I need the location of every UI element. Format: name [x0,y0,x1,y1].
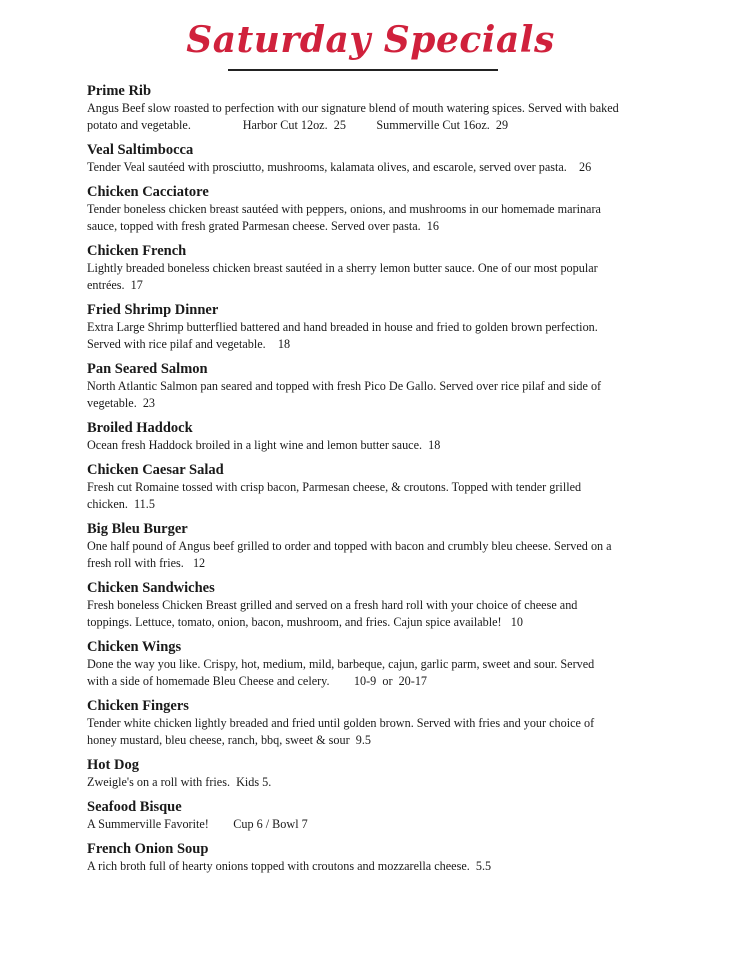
menu-item-description: Served with rice pilaf and vegetable. 18 [87,337,291,351]
menu-item-name: Fried Shrimp Dinner [87,302,219,318]
menu-item-description: entrées. 17 [87,278,143,292]
menu-item-description: Fresh boneless Chicken Breast grilled and served on a fresh hard roll with your choice of cheese and [87,598,578,612]
menu-item-description: North Atlantic Salmon pan seared and topped with fresh Pico De Gallo. Served over rice pilaf and side of [87,379,602,393]
menu-item [87,840,647,875]
menu-item-name: Prime Rib [87,83,152,99]
menu-item-description: Angus Beef slow roasted to perfection with our signature blend of mouth watering spices. Served with baked [87,101,619,115]
menu-item-description: A Summerville Favorite! Cup 6 / Bowl 7 [87,817,308,831]
menu-item-description: Extra Large Shrimp butterflied battered and hand breaded in house and fried to golden brown perfection. [87,320,598,334]
menu-item [87,360,647,412]
menu-item-name: Chicken Caesar Salad [87,462,224,478]
menu-item-description: Tender Veal sautéed with prosciutto, mushrooms, kalamata olives, and escarole, served over pasta. 26 [87,160,592,174]
menu-item [87,579,647,631]
menu-item-name: Broiled Haddock [87,420,193,436]
menu-item-name: Veal Saltimbocca [87,142,194,158]
page-title: Saturday Specials [186,19,555,61]
menu-item-name: Chicken Wings [87,639,182,655]
menu-item-description: Tender boneless chicken breast sautéed with peppers, onions, and mushrooms in our homemade marinara [87,202,601,216]
menu-item-description: honey mustard, bleu cheese, ranch, bbq, sweet & sour 9.5 [87,733,371,747]
menu-item [87,638,647,690]
menu-item-name: French Onion Soup [87,841,209,857]
menu-item-description: Zweigle's on a roll with fries. Kids 5. [87,775,272,789]
menu-item-description: Lightly breaded boneless chicken breast sautéed in a sherry lemon butter sauce. One of our most popular [87,261,598,275]
menu-item [87,419,647,454]
menu-item-description: Ocean fresh Haddock broiled in a light wine and lemon butter sauce. 18 [87,438,441,452]
menu-item-name: Seafood Bisque [87,799,182,815]
menu-item-description: Tender white chicken lightly breaded and fried until golden brown. Served with fries and your choice of [87,716,595,730]
title-underline [228,69,498,71]
menu-item-description: potato and vegetable. Harbor Cut 12oz. 25 Summerville Cut 16oz. 29 [87,118,509,132]
title-area [0,16,741,64]
menu-item-description: Done the way you like. Crispy, hot, medium, mild, barbeque, cajun, garlic parm, sweet and sour. Served [87,657,595,671]
menu-item-name: Chicken Sandwiches [87,580,215,596]
menu-item-description: toppings. Lettuce, tomato, onion, bacon, mushroom, and fries. Cajun spice available! 10 [87,615,523,629]
menu-item [87,242,647,294]
menu-item [87,697,647,749]
menu-item [87,82,647,134]
menu-item-description: A rich broth full of hearty onions topped with croutons and mozzarella cheese. 5.5 [87,859,492,873]
menu-item-description: fresh roll with fries. 12 [87,556,206,570]
menu-list [87,82,647,882]
menu-item [87,461,647,513]
menu-item-name: Pan Seared Salmon [87,361,208,377]
menu-item-name: Hot Dog [87,757,139,773]
menu-item-description: chicken. 11.5 [87,497,155,511]
menu-item [87,756,647,791]
menu-item [87,141,647,176]
menu-item [87,301,647,353]
menu-item-description: One half pound of Angus beef grilled to order and topped with bacon and crumbly bleu cheese. Served on a [87,539,612,553]
menu-item [87,183,647,235]
menu-item-description: Fresh cut Romaine tossed with crisp bacon, Parmesan cheese, & croutons. Topped with tender grilled [87,480,582,494]
menu-item-name: Chicken French [87,243,187,259]
menu-item-name: Chicken Cacciatore [87,184,209,200]
menu-item-description: sauce, topped with fresh grated Parmesan cheese. Served over pasta. 16 [87,219,439,233]
menu-item-description: vegetable. 23 [87,396,156,410]
menu-item-name: Chicken Fingers [87,698,189,714]
menu-item-name: Big Bleu Burger [87,521,188,537]
menu-item-description: with a side of homemade Bleu Cheese and celery. 10-9 or 20-17 [87,674,428,688]
menu-item [87,520,647,572]
menu-item [87,798,647,833]
